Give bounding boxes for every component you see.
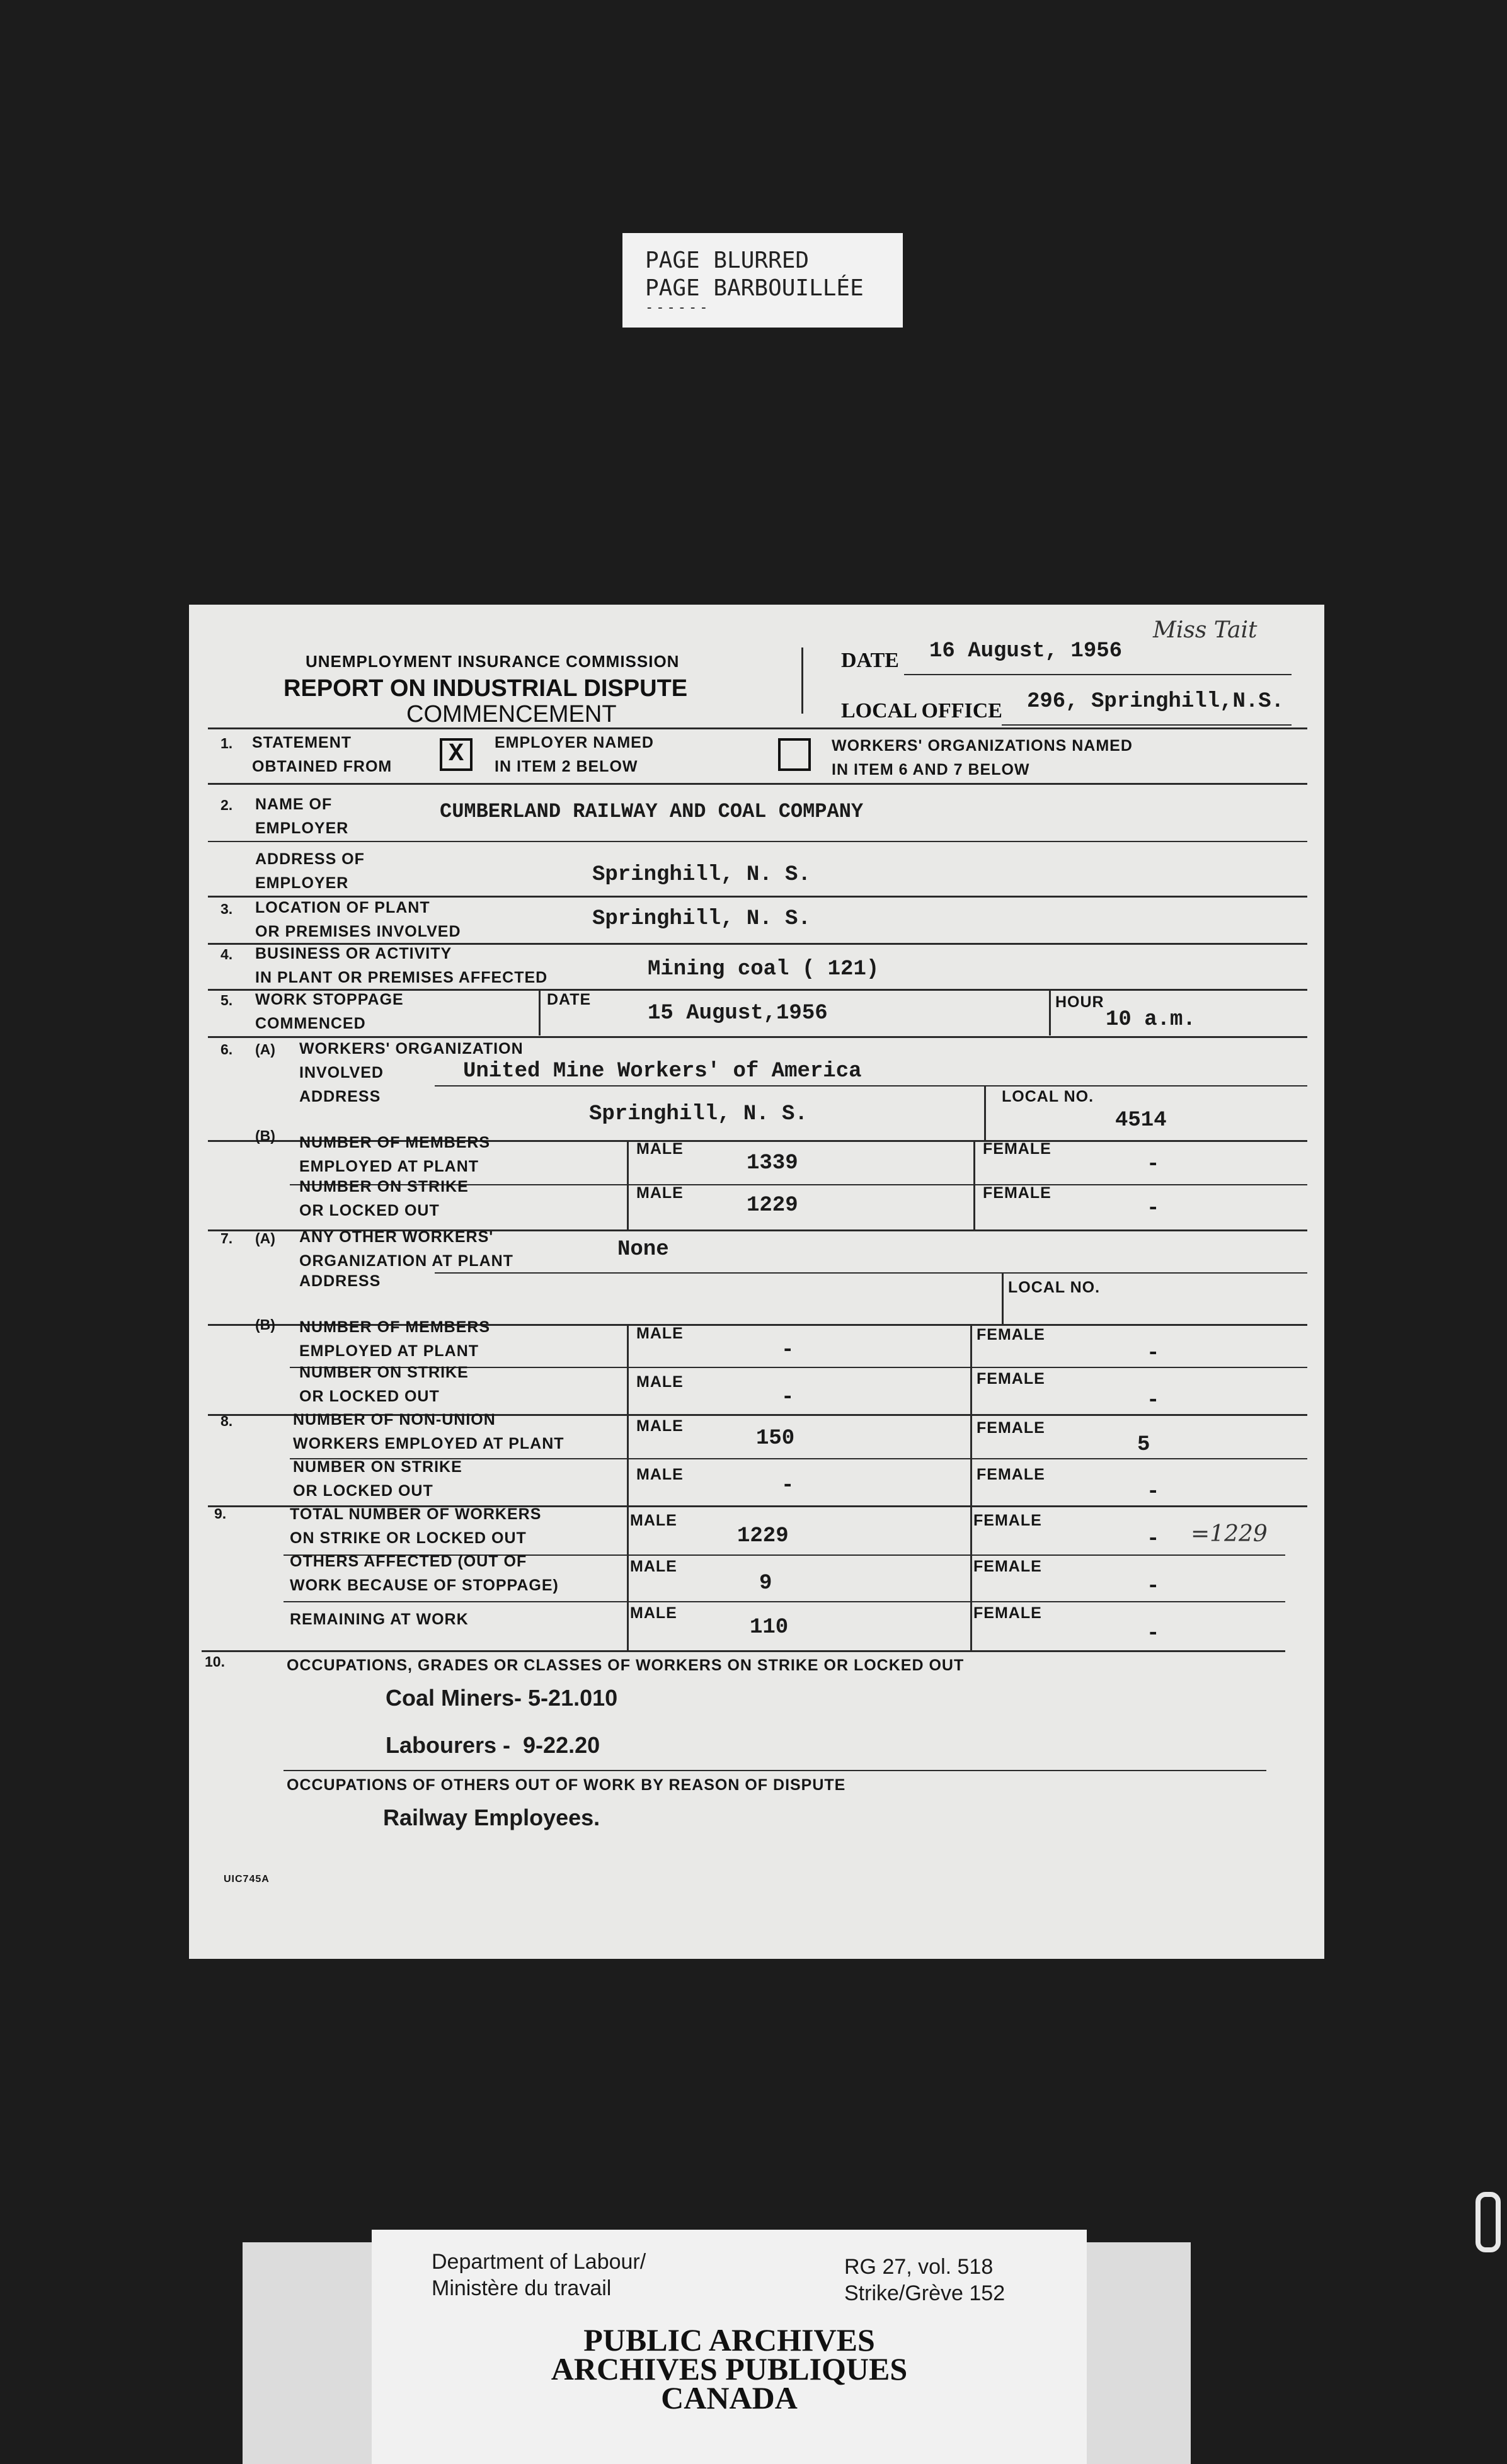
female-label: FEMALE [977,1370,1045,1388]
statement-label: STATEMENT OBTAINED FROM [252,734,393,775]
section-number: 8. [221,1413,233,1429]
dispute-report-form [189,605,1324,1959]
strike-female: - [1147,1197,1160,1221]
section-number: 9. [214,1505,227,1522]
stoppage-date-label: DATE [547,991,592,1008]
non-union-strike-label: NUMBER ON STRIKE OR LOCKED OUT [293,1458,462,1500]
other-union-label: ANY OTHER WORKERS' ORGANIZATION AT PLANT [299,1228,513,1270]
department-name: Department of Labour/ Ministère du travail [432,2250,646,2300]
union-local-label: LOCAL NO. [1002,1088,1094,1105]
other-strike-label: NUMBER ON STRIKE OR LOCKED OUT [299,1364,469,1405]
union-address: Springhill, N. S. [589,1102,808,1126]
record-reference: RG 27, vol. 518 Strike/Grève 152 [844,2255,1006,2305]
archives-title-en: PUBLIC ARCHIVES [583,2322,875,2358]
section-number: 6. [221,1041,233,1058]
female-label: FEMALE [973,1604,1042,1622]
business-activity: Mining coal ( 121) [648,957,880,981]
total-strike-female: - [1147,1527,1160,1551]
other-strike-female: - [1147,1389,1160,1413]
others-affected-male: 9 [759,1571,772,1595]
other-union-local-label: LOCAL NO. [1008,1279,1101,1296]
members-male: 1339 [747,1151,798,1175]
section-number: 2. [221,797,233,813]
occupation-labourers: Labourers - 9-22.20 [386,1732,600,1758]
section-number: 4. [221,946,233,962]
employer-name-label: NAME OF EMPLOYER [255,796,349,837]
employer-address: Springhill, N. S. [592,863,811,887]
non-union-male: 150 [756,1427,795,1451]
non-union-female: 5 [1137,1433,1150,1457]
section-number: 5. [221,992,233,1008]
male-label: MALE [636,1325,684,1342]
local-office-label: LOCAL OFFICE [841,699,1002,722]
female-label: FEMALE [977,1326,1045,1343]
others-occupation-value: Railway Employees. [383,1805,600,1830]
label-dashes: ------ [645,300,711,316]
local-office-value: 296, Springhill,N.S. [1027,690,1285,714]
employer-option-label: EMPLOYER NAMED IN ITEM 2 BELOW [495,734,654,775]
other-strike-male: - [781,1386,794,1410]
union-name: United Mine Workers' of America [463,1059,862,1083]
others-affected-female: - [1147,1575,1160,1599]
occupations-label: OCCUPATIONS, GRADES OR CLASSES OF WORKERS ON STRIKE OR LOCKED OUT [287,1657,965,1674]
female-label: FEMALE [983,1184,1051,1202]
page-blurred-label [622,233,903,328]
plant-location: Springhill, N. S. [592,907,811,931]
subsection-a: (A) [255,1041,275,1058]
employer-address-label: ADDRESS OF EMPLOYER [255,850,365,892]
male-label: MALE [636,1140,684,1158]
other-members-male: - [781,1338,794,1362]
remaining-male: 110 [750,1616,789,1640]
employer-checkbox[interactable]: X [440,738,473,771]
commission-name: UNEMPLOYMENT INSURANCE COMMISSION [306,652,680,671]
others-occupations-label: OCCUPATIONS OF OTHERS OUT OF WORK BY REASON OF DISPUTE [287,1776,846,1794]
male-label: MALE [630,1604,677,1622]
subsection-a: (A) [255,1230,275,1246]
union-label: WORKERS' ORGANIZATION INVOLVED [299,1040,524,1081]
stoppage-hour: 10 a.m. [1106,1008,1196,1032]
footer-left-strip [243,2242,375,2464]
handwritten-total: =1229 [1191,1521,1268,1547]
stoppage-hour-label: HOUR [1055,993,1104,1011]
form-title-line1: REPORT ON INDUSTRIAL DISPUTE [284,675,688,702]
workers-org-checkbox[interactable] [778,738,811,771]
male-label: MALE [636,1466,684,1483]
section-number: 1. [221,735,233,751]
female-label: FEMALE [977,1419,1045,1437]
form-code: UIC745A [224,1874,270,1885]
workers-option-label: WORKERS' ORGANIZATIONS NAMED IN ITEM 6 AND 7 BELOW [832,737,1133,779]
other-members-label: NUMBER OF MEMBERS EMPLOYED AT PLANT [299,1318,491,1360]
archives-title-fr: ARCHIVES PUBLIQUES [551,2351,908,2387]
occupation-coal-miners: Coal Miners- 5-21.010 [386,1685,618,1711]
employer-name: CUMBERLAND RAILWAY AND COAL COMPANY [440,800,864,823]
male-label: MALE [636,1417,684,1435]
total-strike-male: 1229 [737,1524,789,1548]
subsection-b: (B) [255,1316,275,1333]
union-local-number: 4514 [1115,1109,1167,1132]
members-employed-label: NUMBER OF MEMBERS EMPLOYED AT PLANT [299,1134,491,1175]
male-label: MALE [630,1512,677,1529]
footer-right-strip [1084,2242,1191,2464]
other-union-name: None [617,1238,669,1262]
business-activity-label: BUSINESS OR ACTIVITY IN PLANT OR PREMISES AFFECTED [255,945,548,986]
male-label: MALE [636,1184,684,1202]
date-label: DATE [841,649,899,672]
remaining-label: REMAINING AT WORK [290,1611,469,1628]
archives-country: CANADA [661,2380,798,2416]
stoppage-label: WORK STOPPAGE COMMENCED [255,991,404,1032]
handwritten-initials: Miss Tait [1153,617,1258,643]
section-number: 7. [221,1230,233,1246]
on-strike-label: NUMBER ON STRIKE OR LOCKED OUT [299,1178,469,1219]
non-union-strike-female: - [1147,1480,1160,1504]
film-edge-mark [1475,2192,1501,2252]
female-label: FEMALE [983,1140,1051,1158]
total-on-strike-label: TOTAL NUMBER OF WORKERS ON STRIKE OR LOCKED OUT [290,1505,542,1547]
section-number: 3. [221,901,233,917]
report-date: 16 August, 1956 [929,639,1123,663]
others-affected-label: OTHERS AFFECTED (OUT OF WORK BECAUSE OF STOPPAGE) [290,1553,559,1594]
other-union-address-label: ADDRESS [299,1272,381,1290]
stoppage-date: 15 August,1956 [648,1001,828,1025]
male-label: MALE [630,1558,677,1575]
non-union-strike-male: - [781,1474,794,1498]
female-label: FEMALE [973,1558,1042,1575]
section-number: 10. [205,1653,225,1670]
archives-card [372,2230,1087,2464]
plant-location-label: LOCATION OF PLANT OR PREMISES INVOLVED [255,899,461,940]
remaining-female: - [1147,1622,1160,1646]
strike-male: 1229 [747,1194,798,1218]
label-line-en: PAGE BLURRED [645,248,810,273]
label-line-fr: PAGE BARBOUILLÉE [645,275,864,301]
female-label: FEMALE [977,1466,1045,1483]
female-label: FEMALE [973,1512,1042,1529]
union-address-label: ADDRESS [299,1088,381,1105]
non-union-label: NUMBER OF NON-UNION WORKERS EMPLOYED AT PLANT [293,1411,564,1452]
form-title-line2: COMMENCEMENT [406,701,617,727]
male-label: MALE [636,1373,684,1391]
subsection-b: (B) [255,1127,275,1144]
other-members-female: - [1147,1342,1160,1366]
members-female: - [1147,1153,1160,1177]
